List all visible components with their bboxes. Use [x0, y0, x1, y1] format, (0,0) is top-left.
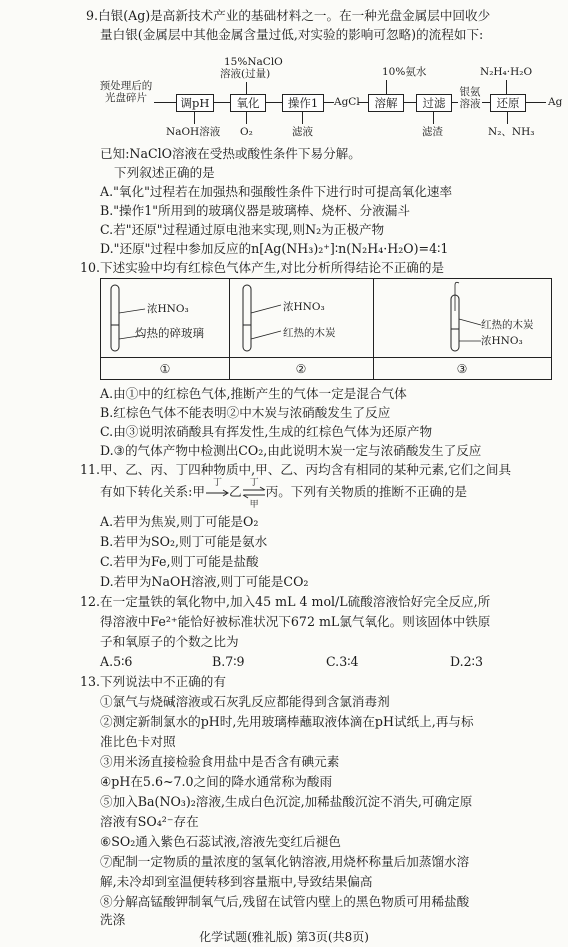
flow-start: 预处理后的光盘碎片	[99, 80, 153, 104]
flow-reagent-ammonia: 10%氨水	[382, 66, 427, 78]
reagent-t1: 丁	[213, 477, 223, 488]
q11-option-d: D.若甲为NaOH溶液,则丁可能是CO₂	[100, 574, 309, 589]
flow-below-n2-nh3: N₂、NH₃	[488, 126, 535, 138]
flow-step-ph: 调pH	[176, 94, 214, 112]
q11-option-c: C.若甲为Fe,则丁可能是盐酸	[100, 554, 259, 569]
flow-below-o2: O₂	[240, 126, 253, 138]
test-tube-icon	[229, 279, 373, 357]
q13-item-5: ⑤加入Ba(NO₃)₂溶液,生成白色沉淀,加稀盐酸沉淀不消失,可确定原	[100, 794, 473, 809]
q12-stem-line2: 得溶液中Fe²⁺能恰好被标准状况下672 mL氯气氧化。则该固体中铁原	[100, 614, 491, 629]
reagent-t3: 甲	[249, 499, 259, 510]
flow-arrow	[324, 102, 334, 103]
q10-stem: 10.下述实验中均有红棕色气体产生,对比分析所得结论不正确的是	[80, 260, 445, 275]
q13-item-3: ③用米汤直接检验食用盐中是否含有碘元素	[100, 754, 340, 769]
flow-arrow	[482, 102, 490, 103]
exp-cell-3	[373, 279, 551, 357]
exp-caption-3: ③	[373, 357, 551, 380]
reversible-arrow	[242, 477, 266, 510]
q10-option-d: D.③的气体产物中检测出CO₂,由此说明木炭一定与浓硝酸发生了反应	[100, 443, 482, 458]
q9-option-d: D."还原"过程中参加反应的n[Ag(NH₃)₂⁺]∶n(N₂H₄·H₂O)=4∶1	[100, 241, 449, 256]
page-footer: 化学试题(雅礼版) 第3页(共8页)	[199, 930, 369, 944]
q12-stem-line3: 子和氧原子的个数之比为	[100, 634, 239, 649]
test-tube-icon	[373, 279, 551, 357]
q13-item-8-cont: 洗涤	[100, 912, 126, 927]
exp2-label-acid: 浓HNO₃	[283, 301, 325, 313]
flow-step-op1: 操作1	[282, 94, 324, 112]
q9-stem-line1: 9.白银(Ag)是高新技术产业的基础材料之一。在一种光盘金属层中回收少	[86, 8, 491, 23]
q11-mid: 乙	[229, 484, 242, 499]
exp3-label-carbon: 红热的木炭	[481, 319, 534, 331]
flow-arrow-down	[433, 112, 434, 124]
flow-product: Ag	[548, 96, 563, 108]
exp-cell-2	[229, 279, 374, 357]
flow-arrow-down	[507, 112, 508, 124]
q11-stem-pre: 有如下转化关系:甲	[100, 484, 205, 499]
flow-arrow	[404, 102, 416, 103]
q13-item-1: ①氯气与烧碱溶液或石灰乳反应都能得到含氯消毒剂	[100, 694, 390, 709]
q11-option-a: A.若甲为焦炭,则丁可能是O₂	[100, 514, 259, 529]
flow-arrow	[266, 102, 282, 103]
flow-arrow-down	[246, 112, 247, 124]
flow-arrow-down	[246, 82, 247, 94]
q13-item-8: ⑧分解高锰酸钾制氧气后,残留在试管内壁上的黑色物质可用稀盐酸	[100, 894, 470, 909]
reaction-arrow-1	[205, 477, 229, 500]
flow-below-filtrate: 滤液	[292, 126, 313, 138]
exp-cell-1	[101, 279, 230, 357]
q13-item-4: ④pH在5.6~7.0之间的降水通常称为酸雨	[100, 774, 333, 789]
q9-flowchart	[96, 56, 566, 140]
flow-step-oxidize: 氧化	[230, 94, 266, 112]
flow-silver-ammonia: 银氨溶液	[459, 86, 481, 110]
flow-arrow-down	[506, 80, 507, 94]
q9-option-b: B."操作1"所用到的玻璃仪器是玻璃棒、烧杯、分液漏斗	[100, 203, 410, 218]
q12-option-c: C.3∶4	[326, 654, 359, 669]
q13-stem: 13.下列说法中不正确的有	[80, 674, 226, 689]
flow-step-dissolve: 溶解	[368, 94, 404, 112]
flow-arrow	[358, 102, 368, 103]
q10-option-a: A.由①中的红棕色气体,推断产生的气体一定是混合气体	[100, 386, 407, 401]
q9-stem-line2: 量白银(金属层中其他金属含量过低,对实验的影响可忽略)的流程如下:	[100, 27, 484, 42]
q9-option-c: C.若"还原"过程通过原电池来实现,则N₂为正极产物	[100, 222, 385, 237]
q10-experiment-table	[100, 278, 552, 380]
exp1-label-glass: 灼热的碎玻璃	[135, 326, 204, 340]
q9-option-a: A."氧化"过程若在加强热和强酸性条件下进行时可提高氧化速率	[100, 184, 453, 199]
exp1-label-acid: 浓HNO₃	[147, 303, 189, 315]
flow-agcl: AgCl	[334, 96, 360, 108]
test-tube-icon	[101, 279, 229, 357]
q13-item-6: ⑥SO₂通入紫色石蕊试液,溶液先变红后褪色	[100, 834, 341, 849]
exp-caption-2: ②	[229, 357, 374, 380]
q11-option-b: B.若甲为SO₂,则丁可能是氨水	[100, 534, 268, 549]
reagent-t2: 丁	[249, 477, 259, 488]
flow-arrow-up	[194, 112, 195, 124]
q9-ask: 下列叙述正确的是	[114, 165, 215, 180]
q13-item-7-cont: 解,未冷却到室温便转移到容量瓶中,导致结果偏高	[100, 874, 373, 889]
q13-item-2-cont: 准比色卡对照	[100, 734, 176, 749]
flow-arrow	[214, 102, 230, 103]
flow-reagent-hydrazine: N₂H₄·H₂O	[480, 66, 533, 78]
exp3-label-acid: 浓HNO₃	[481, 335, 523, 347]
q11-stem-post: 丙。下列有关物质的推断不正确的是	[265, 484, 468, 499]
q9-known: 已知:NaClO溶液在受热或酸性条件下易分解。	[100, 146, 361, 161]
flow-arrow-down	[302, 112, 303, 124]
flow-reagent-naclo: 15%NaClO	[224, 56, 283, 68]
q13-item-5-cont: 溶液有SO₄²⁻存在	[100, 814, 199, 829]
q10-option-c: C.由③说明浓硝酸具有挥发性,生成的红棕色气体为还原产物	[100, 424, 433, 439]
q12-option-a: A.5∶6	[100, 654, 133, 669]
q11-stem-line1: 11.甲、乙、丙、丁四种物质中,甲、乙、丙均含有相同的某种元素,它们之间具	[80, 462, 512, 477]
q10-option-b: B.红棕色气体不能表明②中木炭与浓硝酸发生了反应	[100, 405, 391, 420]
q12-option-b: B.7∶9	[212, 654, 245, 669]
flow-below-naoh: NaOH溶液	[166, 126, 221, 138]
exp-caption-1: ①	[101, 357, 230, 380]
flow-reagent-naclo-2: 溶液(过量)	[220, 68, 271, 80]
flow-arrow	[154, 102, 176, 103]
flow-below-residue: 滤渣	[422, 126, 443, 138]
flow-arrow-down	[386, 80, 387, 94]
q13-item-7: ⑦配制一定物质的量浓度的氢氧化钠溶液,用烧杯称量后加蒸馏水溶	[100, 854, 470, 869]
q11-stem-line2	[100, 477, 468, 510]
q12-stem-line1: 12.在一定量铁的氧化物中,加入45 mL 4 mol/L硫酸溶液恰好完全反应,所	[80, 594, 491, 609]
flow-step-filter: 过滤	[416, 94, 452, 112]
right-arrow-icon	[205, 486, 229, 500]
flow-arrow	[526, 102, 546, 103]
exp2-label-carbon: 红热的木炭	[283, 327, 336, 339]
flow-step-reduce: 还原	[490, 94, 526, 112]
q13-item-2: ②测定新制氯水的pH时,先用玻璃棒蘸取液体滴在pH试纸上,再与标	[100, 714, 474, 729]
q12-option-d: D.2∶3	[450, 654, 483, 669]
